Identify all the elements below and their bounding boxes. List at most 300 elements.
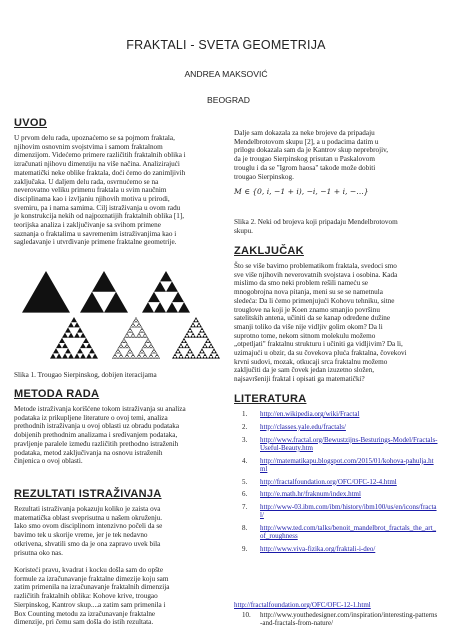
sierpinski-cell [132,355,134,356]
sierpinski-cell [56,353,62,358]
sierpinski-cell [139,336,141,337]
sierpinski-cell [187,351,190,354]
text-line: činjenica o ovoj oblasti. [14,457,83,466]
text-line: dimenzijom. Videćemo primere različitih fraktalnih oblika i [14,151,186,160]
sierpinski-cell [148,339,150,340]
reference-text: http://www.youthedesigner.com/inspiration/interesting-patterns-and-fractals-from-nature/ [260,611,438,628]
sierpinski-cell [151,347,153,348]
sierpinski-cell [127,357,129,358]
sierpinski-cell [135,326,137,327]
sierpinski-cell [189,327,192,330]
sierpinski-cell [151,344,153,345]
sierpinski-cell [160,271,172,281]
text-line: dimenzije, pri čemu sam došla do istih rezultata. [14,618,154,627]
sierpinski-cell [130,331,132,332]
sierpinski-cell [208,340,211,343]
sierpinski-cell [118,347,120,348]
sierpinski-cell [166,281,178,291]
sierpinski-cell [124,347,126,348]
sierpinski-cell [80,343,86,348]
sierpinski-cell [190,335,193,338]
sierpinski-cell [156,355,158,356]
sierpinski-cell [151,355,153,356]
sierpinski-cell [211,351,214,354]
sierpinski-cell [148,357,150,358]
sierpinski-cell [174,353,177,356]
sierpinski-cell [138,322,140,323]
sierpinski-cell [138,355,140,356]
sierpinski-cell [146,356,148,357]
sierpinski-cell [143,346,145,347]
sierpinski-cell [121,342,123,343]
reference-number: 5. [242,477,248,486]
sierpinski-cell [142,331,144,332]
sierpinski-cell [77,348,83,353]
sierpinski-cell [151,352,153,353]
sierpinski-cell [131,351,133,352]
sierpinski-cell [210,353,213,356]
sierpinski-cell [144,343,146,344]
sierpinski-cell [126,344,128,345]
sierpinski-figure [14,267,228,362]
sierpinski-cell [129,348,131,349]
sierpinski-cell [202,335,205,338]
text-line: dobijenih prethodnim analizama i sređivanjem podataka, [14,431,178,440]
sierpinski-cell [56,343,62,348]
sierpinski-cell [147,338,149,339]
sierpinski-cell [158,356,160,357]
sierpinski-cell [130,357,132,358]
sierpinski-cell [153,357,155,358]
sierpinski-cell [125,346,127,347]
sierpinski-cell [138,333,140,334]
reference-number: 4. [242,456,248,465]
reference-item-10 [242,611,438,627]
sierpinski-cell [120,353,122,354]
sierpinski-cell [129,352,131,353]
text-line: otkrivena, shvatili smo da je ona zapravo uvek bila [14,539,161,548]
sierpinski-cell [126,355,128,356]
sierpinski-cell [123,347,125,348]
sierpinski-cell [145,347,147,348]
paper-title: FRAKTALI - SVETA GEOMETRIJA [126,38,326,52]
sierpinski-cell [132,326,134,327]
sierpinski-cell [134,335,136,336]
text-line: sledeća: Da li ćemo primenjujući Kohovu tehniku, sitne [234,296,395,305]
mandelbrot-formula: M ∈ {0, i, −1 + i), −i, −1 + i, −…} [234,187,369,196]
text-line: svemiru, pa i nama samima. Cilj istraživanja u ovom radu [14,203,181,212]
sierpinski-cell [124,342,126,343]
reference-link[interactable]: http://www-03.ibm.com/ibm/history/ibm100/us/en/icons/fractal/ [260,503,437,520]
sierpinski-cell [145,334,147,335]
sierpinski-cell [128,351,130,352]
sierpinski-cell [150,347,152,348]
sierpinski-cell [150,355,152,356]
sierpinski-cell [118,357,120,358]
sierpinski-cell [130,349,132,350]
text-line: podataka iz prikupljene literature o ovoj temi, analiza [14,413,168,422]
uvod-paragraph [14,134,224,247]
text-line: Sierpinskog, Kantrov skup....a zatim sam primenila i [14,600,166,609]
sierpinski-cell [202,351,205,354]
sierpinski-cell [135,336,137,337]
reference-link[interactable]: http://www.fractal.org/Bewustzijns-Besturings-Model/Fractals-Useful-Beauty.htm [260,435,438,452]
sierpinski-cell [184,356,187,359]
sierpinski-cell [144,357,146,358]
author-name: ANDREA MAKSOVIĆ [184,69,268,79]
sierpinski-cell [138,321,140,322]
sierpinski-cell [178,356,181,359]
sierpinski-cell [138,326,140,327]
sierpinski-cell [120,352,122,353]
reference-link[interactable]: http://www.viva-fizika.org/fraktali-i-deo/ [260,545,376,554]
sierpinski-cell [205,346,208,349]
sierpinski-cell [145,355,147,356]
text-line: da je trougao Sierpinskog prisutan u Paskalovom [234,155,375,164]
sierpinski-cell [181,356,184,359]
sierpinski-cell [128,356,130,357]
sierpinski-cell [181,340,184,343]
sierpinski-cell [68,322,74,327]
sierpinski-cell [89,348,95,353]
sierpinski-cell [135,357,137,358]
text-line: mislimo da smo neki problem rešili nameću se [234,279,368,288]
text-line: Dalje sam dokazala za neke brojeve da pripadaju [234,129,375,137]
right-intro-paragraph [234,129,439,181]
sierpinski-cell [127,336,129,337]
sierpinski-cell [121,347,123,348]
sierpinski-cell [207,338,210,341]
sierpinski-cell [129,331,131,332]
sierpinski-cell [151,357,153,358]
sierpinski-cell [119,346,121,347]
sierpinski-cell [150,343,152,344]
sierpinski-cell [198,322,201,325]
sierpinski-cell [159,357,161,358]
sierpinski-cell [62,343,68,348]
text-line: Metode istraživanja korišćene tokom istraživanja su analiza [14,405,186,413]
sierpinski-cell [142,357,144,358]
sierpinski-cell [132,333,134,334]
sierpinski-cell [132,322,134,323]
text-line: zatim primenila na izračunavanje fraktalnih dimenzija [14,583,170,592]
sierpinski-cell [137,325,139,326]
sierpinski-cell [121,357,123,358]
sierpinski-cell [144,352,146,353]
sierpinski-cell [140,330,142,331]
sierpinski-cell [117,352,119,353]
sierpinski-cell [132,352,134,353]
sierpinski-cell [120,347,122,348]
sierpinski-cell [199,351,202,354]
metoda-heading: METODA RADA [14,388,100,400]
sierpinski-cell [143,330,145,331]
sierpinski-cell [131,356,133,357]
sierpinski-cell [126,336,128,337]
sierpinski-cell [144,331,146,332]
sierpinski-cell [145,342,147,343]
sierpinski-cell [131,330,133,331]
sierpinski-cell [139,323,141,324]
sierpinski-cell [208,346,211,349]
sierpinski-cell [118,349,120,350]
sierpinski-cell [136,321,138,322]
sierpinski-cell [184,340,187,343]
sierpinski-cell [141,326,143,327]
rezultati-paragraph [14,505,224,557]
sierpinski-cell [148,342,150,343]
sierpinski-cell [196,335,199,338]
reference-item [242,503,438,519]
sierpinski-cell [129,347,131,348]
text-line: prisutna oko nas. [14,548,63,557]
reference-item [242,436,438,452]
sierpinski-cell [112,357,114,358]
sierpinski-cell [154,352,156,353]
sierpinski-cell [175,356,178,359]
sierpinski-cell [68,353,74,358]
reference-link[interactable]: http://classes.yale.edu/fractals/ [260,422,346,431]
sierpinski-cell [216,353,219,356]
reference-number: 2. [242,422,248,431]
sierpinski-cell [149,340,151,341]
sierpinski-cell [135,321,137,322]
sierpinski-cell [196,356,199,359]
sierpinski-cell [205,340,208,343]
text-line: sve više njihovih neverovatnih svojstava i osobina. Kada [234,270,398,279]
sierpinski-cell [140,356,142,357]
sierpinski-cell [196,325,199,328]
sierpinski-cell [178,351,181,354]
rezultati-paragraph-2 [14,566,224,627]
sierpinski-cell [196,320,199,323]
text-line: izračunati njihovu dimenziju na više načina. Analizirajući [14,160,180,169]
sierpinski-cell [127,352,129,353]
sierpinski-cell [142,329,144,330]
sierpinski-cell [181,346,184,349]
reference-link[interactable]: http://matematikapu.blogspot.com/2015/01/kohova-pahulja.html [260,456,434,473]
sierpinski-cell [210,343,213,346]
sierpinski-cell [121,355,123,356]
sierpinski-cell [133,357,135,358]
sierpinski-cell [65,348,71,353]
sierpinski-cell [217,356,220,359]
reference-link[interactable]: http://e.math.hr/fraknum/index.html [260,490,361,499]
sierpinski-cell [150,357,152,358]
sierpinski-cell [156,353,158,354]
reference-link[interactable]: http://en.wikipedia.org/wiki/Fractal [260,410,360,418]
sierpinski-cell [115,357,117,358]
sierpinski-cell [152,356,154,357]
text-line: formule za izračunavanje fraktalne dimezije koju sam [14,574,169,583]
sierpinski-cell [134,320,136,321]
sierpinski-cell [142,347,144,348]
sierpinski-cell [80,333,86,338]
sierpinski-cell [187,356,190,359]
text-line: suprotno tome, nekom sitnom molekulu možemo [234,331,376,340]
text-line: matematička oblast sveprisutna u našem okruženju. [14,513,163,522]
text-line: neverovatno veliku primenu fraktala u svim naučnim [14,186,167,195]
sierpinski-cell [147,339,149,340]
sierpinski-cell [139,355,141,356]
sierpinski-cell [65,327,71,332]
sierpinski-cell [138,334,140,335]
sierpinski-cell [204,343,207,346]
text-line: U prvom delu rada, upoznaćemo se sa pojmom fraktala, [14,134,175,142]
sierpinski-cell [132,357,134,358]
sierpinski-cell [144,344,146,345]
text-line: trouglu i da se "Igrom haosa" takođe može dobiti [234,163,376,172]
text-line: Što se više bavimo problematikom fraktala, svedoci smo [234,262,397,270]
sierpinski-cell [139,331,141,332]
sierpinski-cell [132,323,134,324]
sierpinski-cell [133,355,135,356]
sierpinski-cell [184,346,187,349]
sierpinski-cell [120,344,122,345]
sierpinski-cell [117,348,119,349]
sierpinski-cell [145,357,147,358]
sierpinski-cell [144,333,146,334]
sierpinski-cell [80,353,86,358]
sierpinski-cell [175,351,178,354]
text-line: je konstrukcija nekih od najpoznatijih fraktalnih oblika [1], [14,212,185,221]
sierpinski-cell [137,320,139,321]
sierpinski-cell [141,357,143,358]
sierpinski-cell [166,302,178,312]
reference-link[interactable]: http://www.ted.com/talks/benoit_mandelbrot_fractals_the_art_of_roughness [260,524,437,541]
sierpinski-cell [128,335,130,336]
sierpinski-cell [142,349,144,350]
reference-number: 7. [242,503,248,512]
sierpinski-cell [138,323,140,324]
sierpinski-cell [187,330,190,333]
uvod-heading: UVOD [14,117,47,129]
sierpinski-cell [141,352,143,353]
sierpinski-cell [154,281,166,291]
reference-extra-link[interactable]: http://fractalfoundation.org/OFC/OFC-12-1.html [234,601,371,609]
sierpinski-cell [143,356,145,357]
sierpinski-cell [124,339,126,340]
sierpinski-cell [199,356,202,359]
sierpinski-cell [157,355,159,356]
sierpinski-cell [153,348,155,349]
literatura-heading: LITERATURA [234,393,307,405]
sierpinski-cell [136,326,138,327]
sierpinski-cell [122,346,124,347]
sierpinski-cell [184,335,187,338]
sierpinski-cell [135,318,137,319]
sierpinski-cell [142,352,144,353]
sierpinski-cell [186,343,189,346]
sierpinski-cell [148,292,160,302]
text-line: saznanja o fraktalima u savremenim istraživanjima kao i [14,229,177,238]
sierpinski-cell [141,349,143,350]
sierpinski-cell [190,330,193,333]
metoda-paragraph [14,405,224,466]
sierpinski-cell [186,333,189,336]
sierpinski-cell [156,357,158,358]
sierpinski-cell [199,330,202,333]
sierpinski-cell [116,351,118,352]
sierpinski-cell [74,322,80,327]
sierpinski-cell [126,342,128,343]
sierpinski-cell [136,357,138,358]
sierpinski-cell [208,356,211,359]
reference-item [242,457,438,473]
text-line: podataka, metod zaključivanja na osnovu istraženih [14,448,163,457]
sierpinski-cell [133,336,135,337]
sierpinski-cell [144,336,146,337]
text-line: uzimajući u obzir, da su čovekova pluća fraktalna, čovekovi [234,349,407,358]
reference-link[interactable]: http://fractalfoundation.org/OFC/OFC-12-4.html [260,477,397,486]
sierpinski-cell [146,340,148,341]
sierpinski-cell [149,346,151,347]
sierpinski-cell [154,302,166,312]
sierpinski-cell [115,355,117,356]
sierpinski-cell [92,353,98,358]
sierpinski-cell [62,353,68,358]
sierpinski-cell [139,352,141,353]
sierpinski-cell [120,357,122,358]
sierpinski-cell [104,292,128,313]
sierpinski-cell [92,271,116,292]
sierpinski-cell [144,353,146,354]
sierpinski-cell [53,348,59,353]
sierpinski-cell [198,353,201,356]
sierpinski-cell [214,351,217,354]
sierpinski-cell [130,352,132,353]
sierpinski-cell [198,333,201,336]
reference-item [242,410,438,418]
sierpinski-cell [127,331,129,332]
sierpinski-cell [126,343,128,344]
sierpinski-cell [137,335,139,336]
sierpinski-cell [119,356,121,357]
sierpinski-cell [190,325,193,328]
sierpinski-cell [123,342,125,343]
sierpinski-cell [147,357,149,358]
sierpinski-cell [59,338,65,343]
sierpinski-cell [126,333,128,334]
text-line: različitih fraktalnih oblika: Kohove krive, trougao [14,592,158,601]
sierpinski-cell [130,329,132,330]
sierpinski-cell [129,336,131,337]
sierpinski-cell [154,357,156,358]
sierpinski-cell [133,326,135,327]
reference-item [242,524,438,540]
sierpinski-cell [190,356,193,359]
text-line: bavimo tek u skorije vreme, jer je tek nedavno [14,531,148,540]
text-line: pravljenje paralele između različitih prethodno istraženih [14,439,179,448]
rezultati-heading: REZULTATI ISTRAŽIVANJA [14,488,162,500]
sierpinski-cell [193,335,196,338]
sierpinski-cell [147,336,149,337]
sierpinski-cell [141,348,143,349]
sierpinski-cell [129,357,131,358]
sierpinski-cell [133,334,135,335]
sierpinski-cell [178,302,190,312]
text-line: Iako smo ovom disciplinom intenzivno počeli da se [14,522,163,531]
sierpinski-cell [136,318,138,319]
sierpinski-cell [77,327,83,332]
sierpinski-cell [22,271,70,313]
zakljucak-paragraph [234,262,439,384]
sierpinski-cell [152,346,154,347]
text-line: zaključaka. U daljem delu rada, osvrnućemo se na [14,177,159,186]
text-line: njihovim osnovnim svojstvima i samom fraktalnom [14,142,163,151]
sierpinski-cell [155,356,157,357]
sierpinski-cell [118,352,120,353]
